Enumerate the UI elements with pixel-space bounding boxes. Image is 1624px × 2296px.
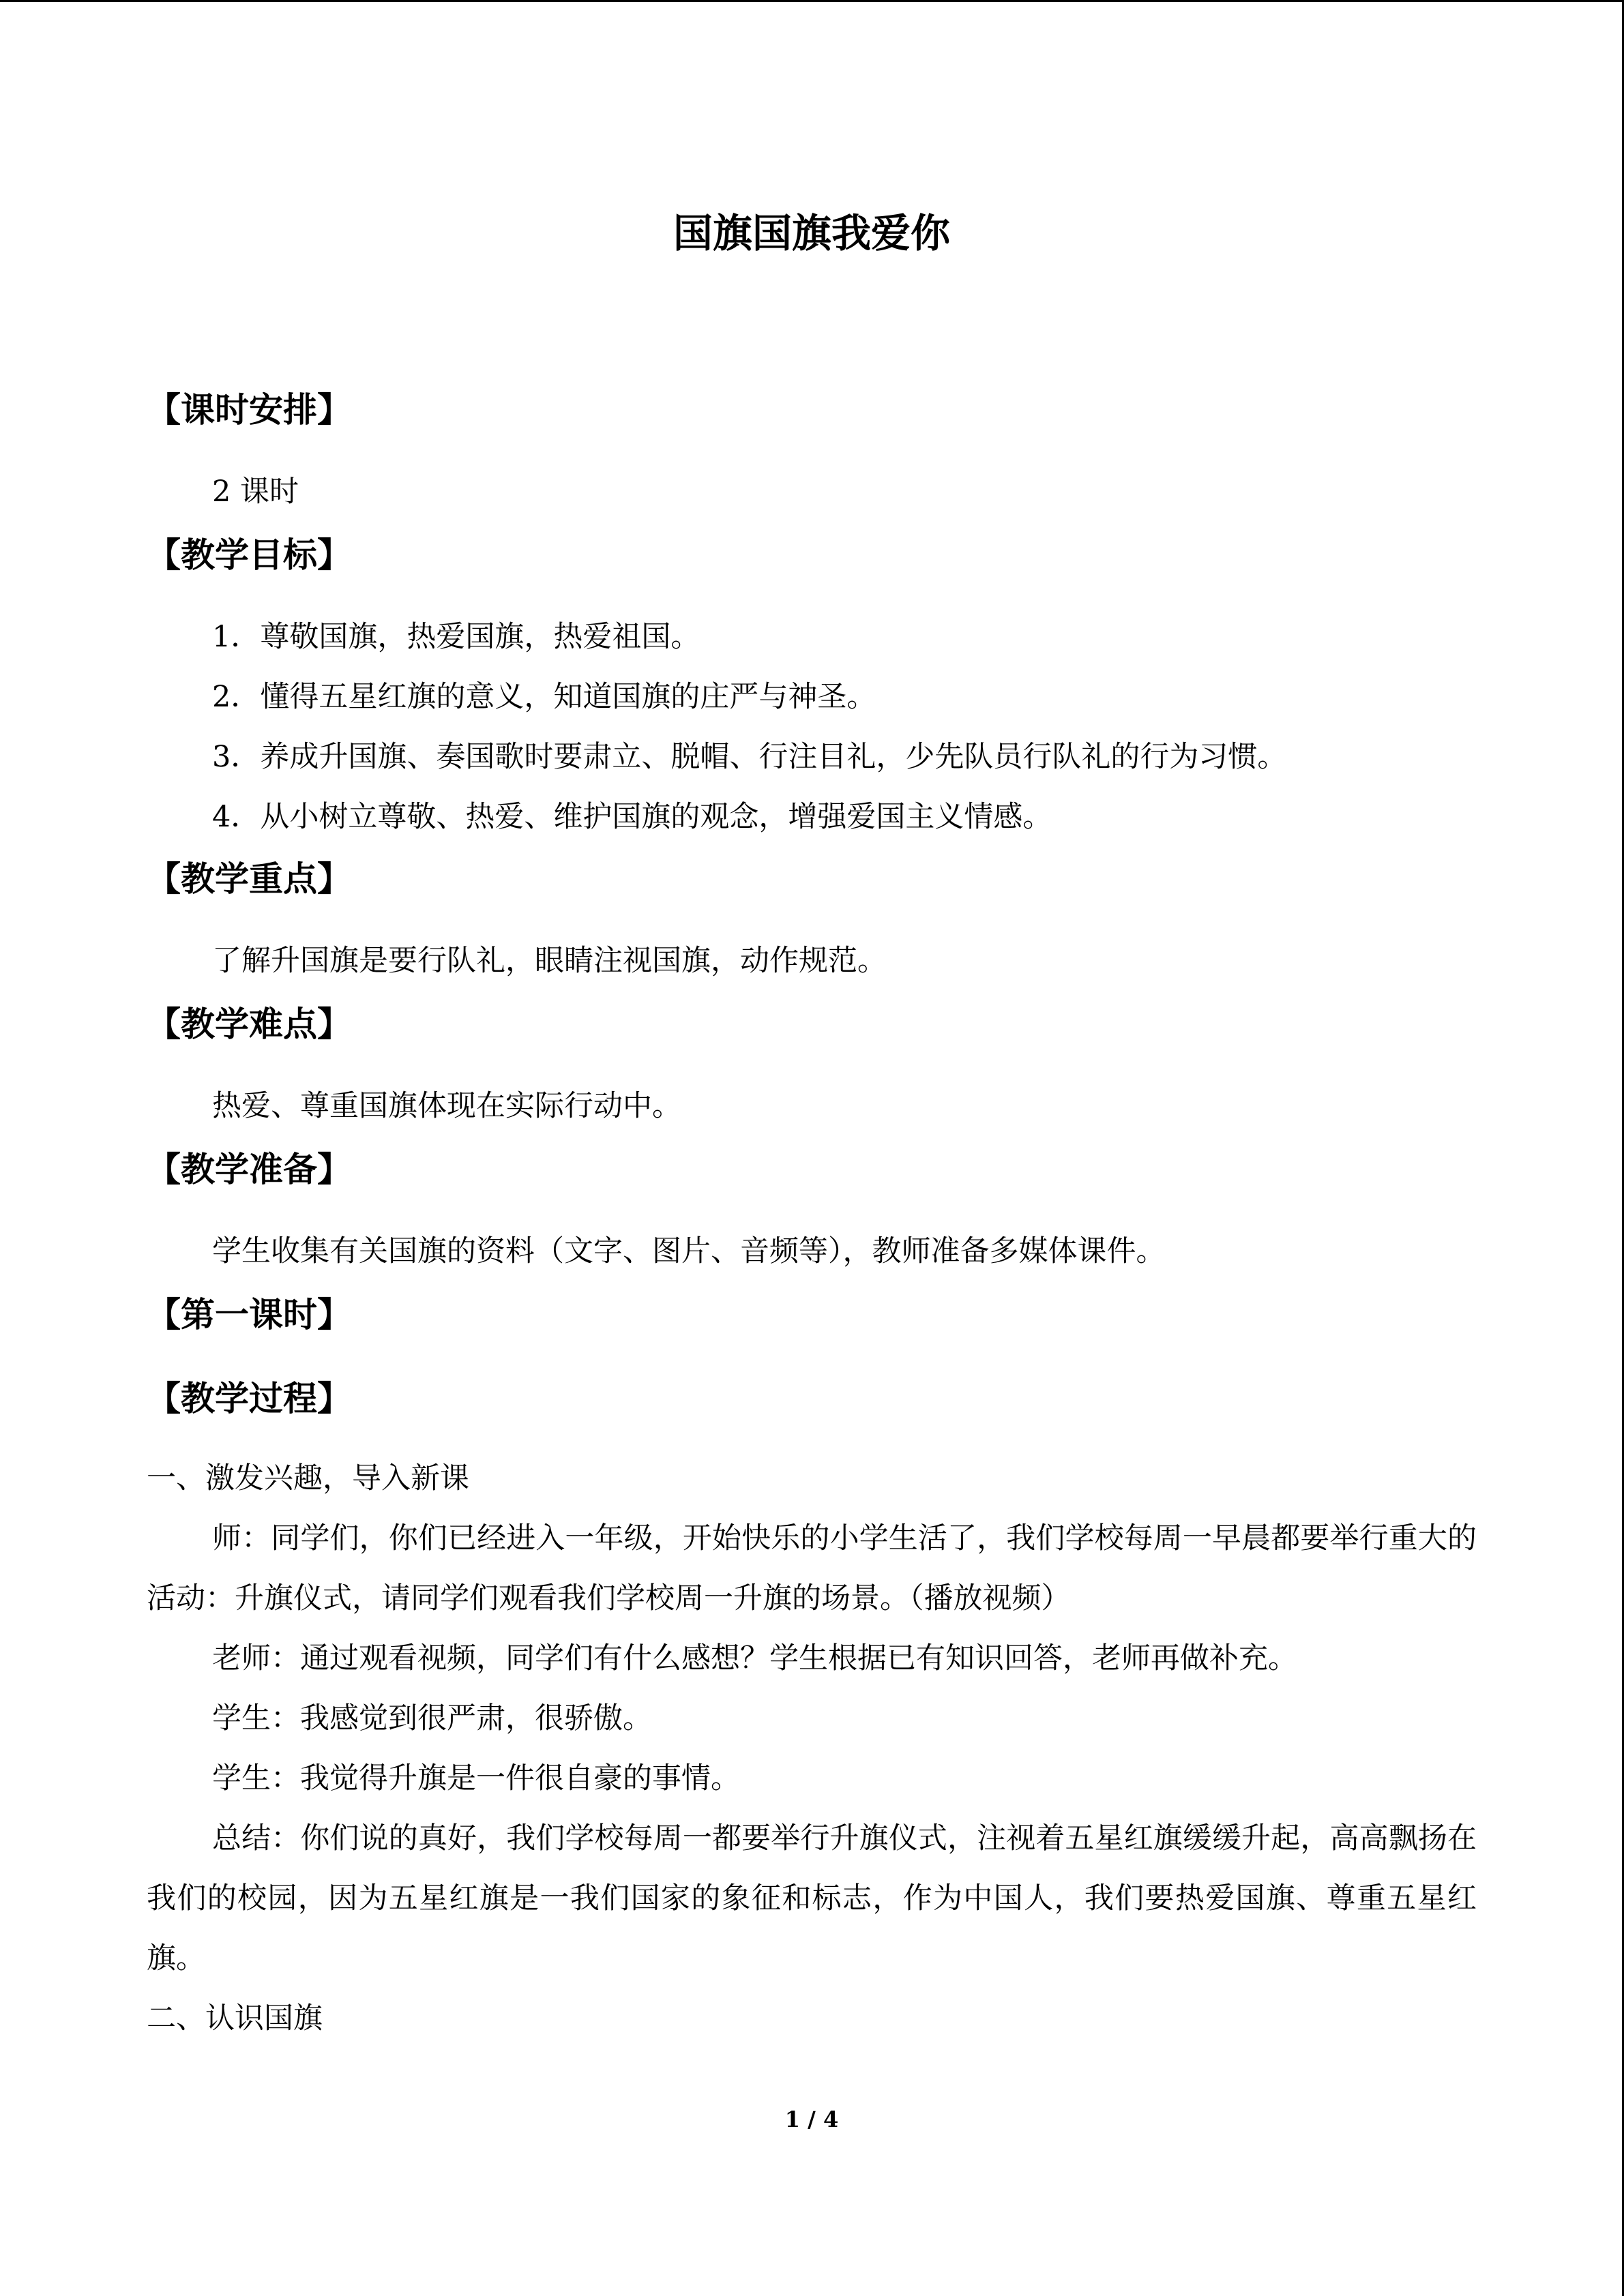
process-paragraph-5: 总结：你们说的真好，我们学校每周一都要举行升旗仪式，注视着五星红旗缓缓升起，高高飘扬在我们的校园，因为五星红旗是一我们国家的象征和标志，作为中国人，我们要热爱国旗、尊重五星红旗。 <box>147 1821 1477 1976</box>
goal-item-2: 2．懂得五星红旗的意义，知道国旗的庄严与神圣。 <box>212 680 876 714</box>
heading-schedule: 【课时安排】 <box>147 390 351 430</box>
goal-item-4: 4．从小树立尊敬、热爱、维护国旗的观念，增强爱国主义情感。 <box>212 800 1052 834</box>
heading-key-points: 【教学重点】 <box>147 859 351 899</box>
difficulties-text: 热爱、尊重国旗体现在实际行动中。 <box>212 1089 681 1123</box>
process-paragraph-3: 学生：我感觉到很严肃，很骄傲。 <box>212 1701 652 1735</box>
page-content <box>147 0 1477 2296</box>
process-paragraph-1: 师：同学们，你们已经进入一年级，开始快乐的小学生活了，我们学校每周一早晨都要举行重大的活动：升旗仪式，请同学们观看我们学校周一升旗的场景。（播放视频） <box>147 1521 1477 1615</box>
document-title: 国旗国旗我爱你 <box>673 210 950 256</box>
heading-difficulties: 【教学难点】 <box>147 1004 351 1044</box>
heading-lesson-one: 【第一课时】 <box>147 1295 351 1335</box>
preparation-text: 学生收集有关国旗的资料（文字、图片、音频等），教师准备多媒体课件。 <box>212 1234 1166 1268</box>
page-number: 1 / 4 <box>784 2106 839 2132</box>
schedule-text: 2 课时 <box>212 475 299 509</box>
heading-preparation: 【教学准备】 <box>147 1150 351 1189</box>
process-step1-title: 一、激发兴趣，导入新课 <box>147 1461 469 1495</box>
process-step2-title: 二、认识国旗 <box>147 2001 323 2036</box>
goal-item-1: 1．尊敬国旗，热爱国旗，热爱祖国。 <box>212 620 700 654</box>
process-paragraph-4: 学生：我觉得升旗是一件很自豪的事情。 <box>212 1761 740 1795</box>
heading-process: 【教学过程】 <box>147 1379 351 1418</box>
heading-goals: 【教学目标】 <box>147 535 351 575</box>
key-points-text: 了解升国旗是要行队礼，眼睛注视国旗，动作规范。 <box>212 944 887 978</box>
process-paragraph-2: 老师：通过观看视频，同学们有什么感想？学生根据已有知识回答，老师再做补充。 <box>212 1641 1297 1675</box>
goal-item-3: 3．养成升国旗、奏国歌时要肃立、脱帽、行注目礼，少先队员行队礼的行为习惯。 <box>212 740 1287 774</box>
